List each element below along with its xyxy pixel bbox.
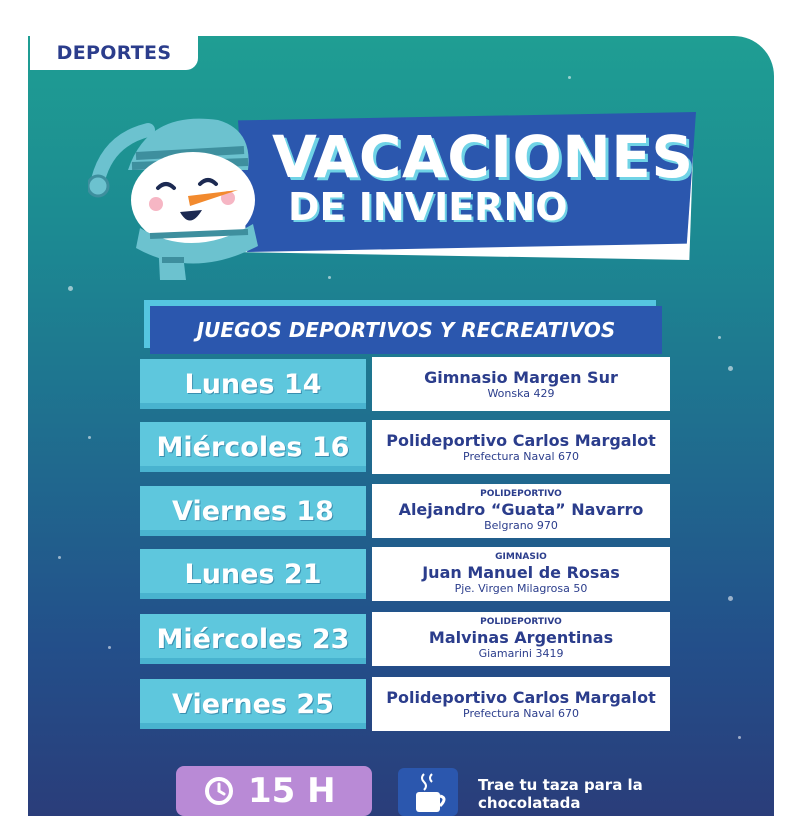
day-box [140,359,366,409]
time-badge [176,766,372,816]
venue-address: Prefectura Naval 670 [463,449,579,463]
section-tag-label: DEPORTES [56,42,172,64]
venue-type-label: GIMNASIO [495,552,547,562]
venue-box [372,612,670,666]
venue-name: Alejandro “Guata” Navarro [398,500,644,519]
day-box [140,422,366,472]
day-label: Miércoles 16 [156,431,350,463]
day-label: Lunes 21 [184,558,322,590]
day-box [140,679,366,729]
day-label: Viernes 25 [172,688,334,720]
title-line-2: DE INVIERNO [288,185,568,229]
venue-box [372,420,670,474]
mug-icon [398,768,458,816]
day-box [140,549,366,599]
bring-mug-text: Trae tu taza para la chocolatada [478,776,643,812]
schedule-row [140,677,670,731]
venue-name: Polideportivo Carlos Margalot [386,687,656,707]
venue-name: Malvinas Argentinas [428,628,614,647]
section-tag [30,36,198,70]
venue-name: Juan Manuel de Rosas [422,563,620,582]
schedule-row [140,612,670,666]
venue-box [372,547,670,601]
venue-box [372,357,670,411]
venue-address: Belgrano 970 [484,519,558,532]
schedule-row [140,484,670,538]
venue-box [372,484,670,538]
venue-name: Polideportivo Carlos Margalot [386,430,656,450]
title-line-1: VACACIONES [272,123,694,191]
clock-icon [204,776,234,806]
day-label: Viernes 18 [172,495,334,527]
venue-address: Giamarini 3419 [478,647,564,660]
day-box [140,614,366,664]
subtitle-text: JUEGOS DEPORTIVOS Y RECREATIVOS [196,318,616,342]
venue-address: Pje. Virgen Milagrosa 50 [454,582,588,595]
venue-box [372,677,670,731]
mug-badge [398,768,458,816]
time-label: 15 H [248,771,336,811]
snowman-icon [88,100,278,280]
day-label: Lunes 14 [184,368,322,400]
day-label: Miércoles 23 [156,623,350,655]
venue-address: Prefectura Naval 670 [463,706,579,720]
venue-type-label: POLIDEPORTIVO [480,489,562,499]
venue-name: Gimnasio Margen Sur [424,367,618,387]
schedule-row [140,420,670,474]
subtitle-banner [150,306,662,354]
venue-type-label: POLIDEPORTIVO [480,617,562,627]
schedule-row [140,547,670,601]
day-box [140,486,366,536]
schedule-row [140,357,670,411]
venue-address: Wonska 429 [487,386,555,400]
